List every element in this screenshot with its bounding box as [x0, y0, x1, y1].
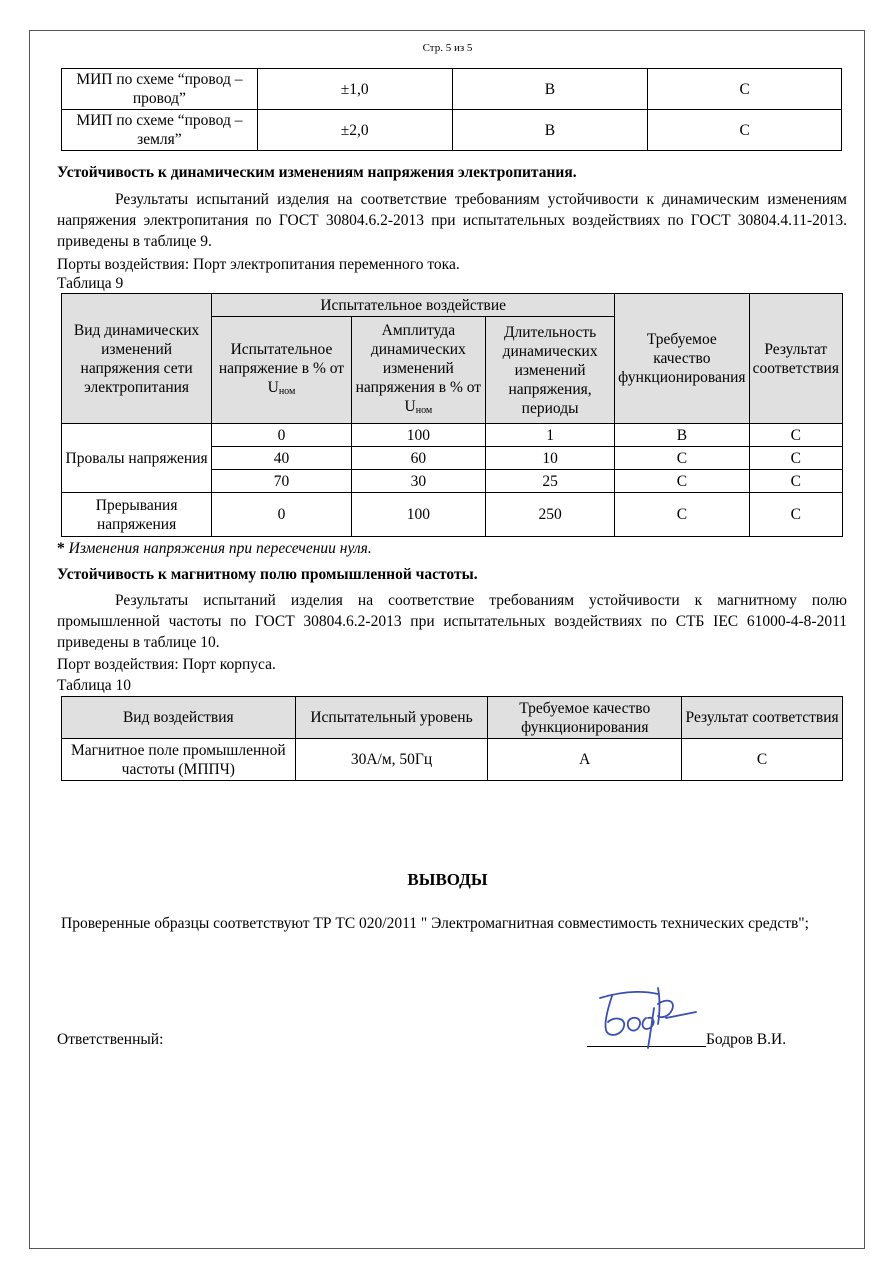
- port-text: Порт воздействия: Порт корпуса.: [57, 656, 276, 673]
- cell: ±2,0: [257, 110, 452, 151]
- unit-sub: ном: [278, 385, 296, 397]
- header-amplitude-text: Амплитуда динамических изменений напряжения в % от U: [355, 321, 482, 415]
- header-cell: Вид воздействия: [62, 697, 296, 739]
- paragraph: Результаты испытаний изделия на соответствие требованиям устойчивости к магнитному полю промышленной частоты по ГОСТ 30804.6.2-2013 при испытательных воздействиях по СТБ IEC 61000-4-8-2011 приведены в таблице 10.: [57, 592, 847, 651]
- note-star: *: [57, 540, 65, 557]
- table-header-row: [62, 294, 843, 317]
- table-continuation: [61, 68, 842, 151]
- cell: C: [615, 447, 749, 470]
- header-cell: Требуемое качество функционирования: [488, 697, 682, 739]
- header-amplitude: [351, 317, 485, 424]
- cell: B: [452, 110, 648, 151]
- signature-name: Бодров В.И.: [706, 1031, 787, 1048]
- page-number: Стр. 5 из 5: [422, 42, 473, 54]
- cell: 0: [212, 424, 352, 447]
- header-voltage: [212, 317, 352, 424]
- table-row: [62, 424, 843, 447]
- cell: МИП по схеме “провод – провод”: [62, 69, 258, 110]
- paragraph: Результаты испытаний изделия на соответствие требованиям устойчивости к динамическим изменениям напряжения электропитания по ГОСТ 30804.6.2-2013 при испытательных воздействиях по ГОСТ 30804.4.11-2013. приведены в таблице 9.: [57, 191, 847, 250]
- cell: B: [615, 424, 749, 447]
- cell: C: [749, 470, 842, 493]
- unit-sub: ном: [415, 404, 433, 416]
- group-dips: Провалы напряжения: [62, 424, 212, 493]
- cell: C: [615, 470, 749, 493]
- cell: 30: [351, 470, 485, 493]
- table-caption: Таблица 9: [57, 275, 124, 292]
- table-note: [57, 538, 847, 559]
- cell: 100: [351, 424, 485, 447]
- cell: С: [682, 739, 843, 781]
- cell: 40: [212, 447, 352, 470]
- cell: 250: [486, 493, 615, 537]
- header-cell: Испытательный уровень: [295, 697, 488, 739]
- table-10: [61, 696, 843, 781]
- section-heading: Устойчивость к магнитному полю промышленной частоты.: [57, 566, 478, 583]
- handwritten-signature: [580, 978, 700, 1050]
- cell: C: [749, 447, 842, 470]
- note-text: Изменения напряжения при пересечении нуля.: [68, 540, 372, 557]
- header-quality: Требуемое качество функционирования: [615, 294, 749, 424]
- table-row: [62, 110, 842, 151]
- cell: 0: [212, 493, 352, 537]
- cell: B: [452, 69, 648, 110]
- cell: 30А/м, 50Гц: [295, 739, 488, 781]
- header-group: Испытательное воздействие: [212, 294, 615, 317]
- table-row: [62, 493, 843, 537]
- table-row: [62, 739, 843, 781]
- cell: 25: [486, 470, 615, 493]
- header-result: Результат соответствия: [749, 294, 842, 424]
- cell: Магнитное поле промышленной частоты (МППЧ): [62, 739, 296, 781]
- cell: C: [615, 493, 749, 537]
- cell: 60: [351, 447, 485, 470]
- header-duration: Длительность динамических изменений напряжения, периоды: [486, 317, 615, 424]
- table-caption: Таблица 10: [57, 677, 132, 694]
- section-heading: Устойчивость к динамическим изменениям напряжения электропитания.: [57, 164, 577, 181]
- cell: C: [648, 110, 842, 151]
- cell: МИП по схеме “провод – земля”: [62, 110, 258, 151]
- cell: 10: [486, 447, 615, 470]
- table-9: [61, 293, 843, 537]
- cell: ±1,0: [257, 69, 452, 110]
- signature-label: Ответственный:: [57, 1031, 164, 1048]
- header-voltage-text: Испытательное напряжение в % от U: [218, 340, 345, 396]
- conclusions-title: ВЫВОДЫ: [407, 870, 488, 889]
- cell: C: [648, 69, 842, 110]
- cell: C: [749, 493, 842, 537]
- table-row: [62, 69, 842, 110]
- header-type: Вид динамических изменений напряжения сети электропитания: [62, 294, 212, 424]
- cell: 1: [486, 424, 615, 447]
- signature-strokes: [600, 988, 696, 1048]
- group-interruptions: Прерывания напряжения: [62, 493, 212, 537]
- conclusions-text: Проверенные образцы соответствуют ТР ТС 020/2011 " Электромагнитная совместимость технических средств";: [61, 915, 809, 932]
- cell: 70: [212, 470, 352, 493]
- cell: 100: [351, 493, 485, 537]
- cell: C: [749, 424, 842, 447]
- header-cell: Результат соответствия: [682, 697, 843, 739]
- ports-text: Порты воздействия: Порт электропитания переменного тока.: [57, 256, 460, 273]
- cell: А: [488, 739, 682, 781]
- table-header-row: [62, 697, 843, 739]
